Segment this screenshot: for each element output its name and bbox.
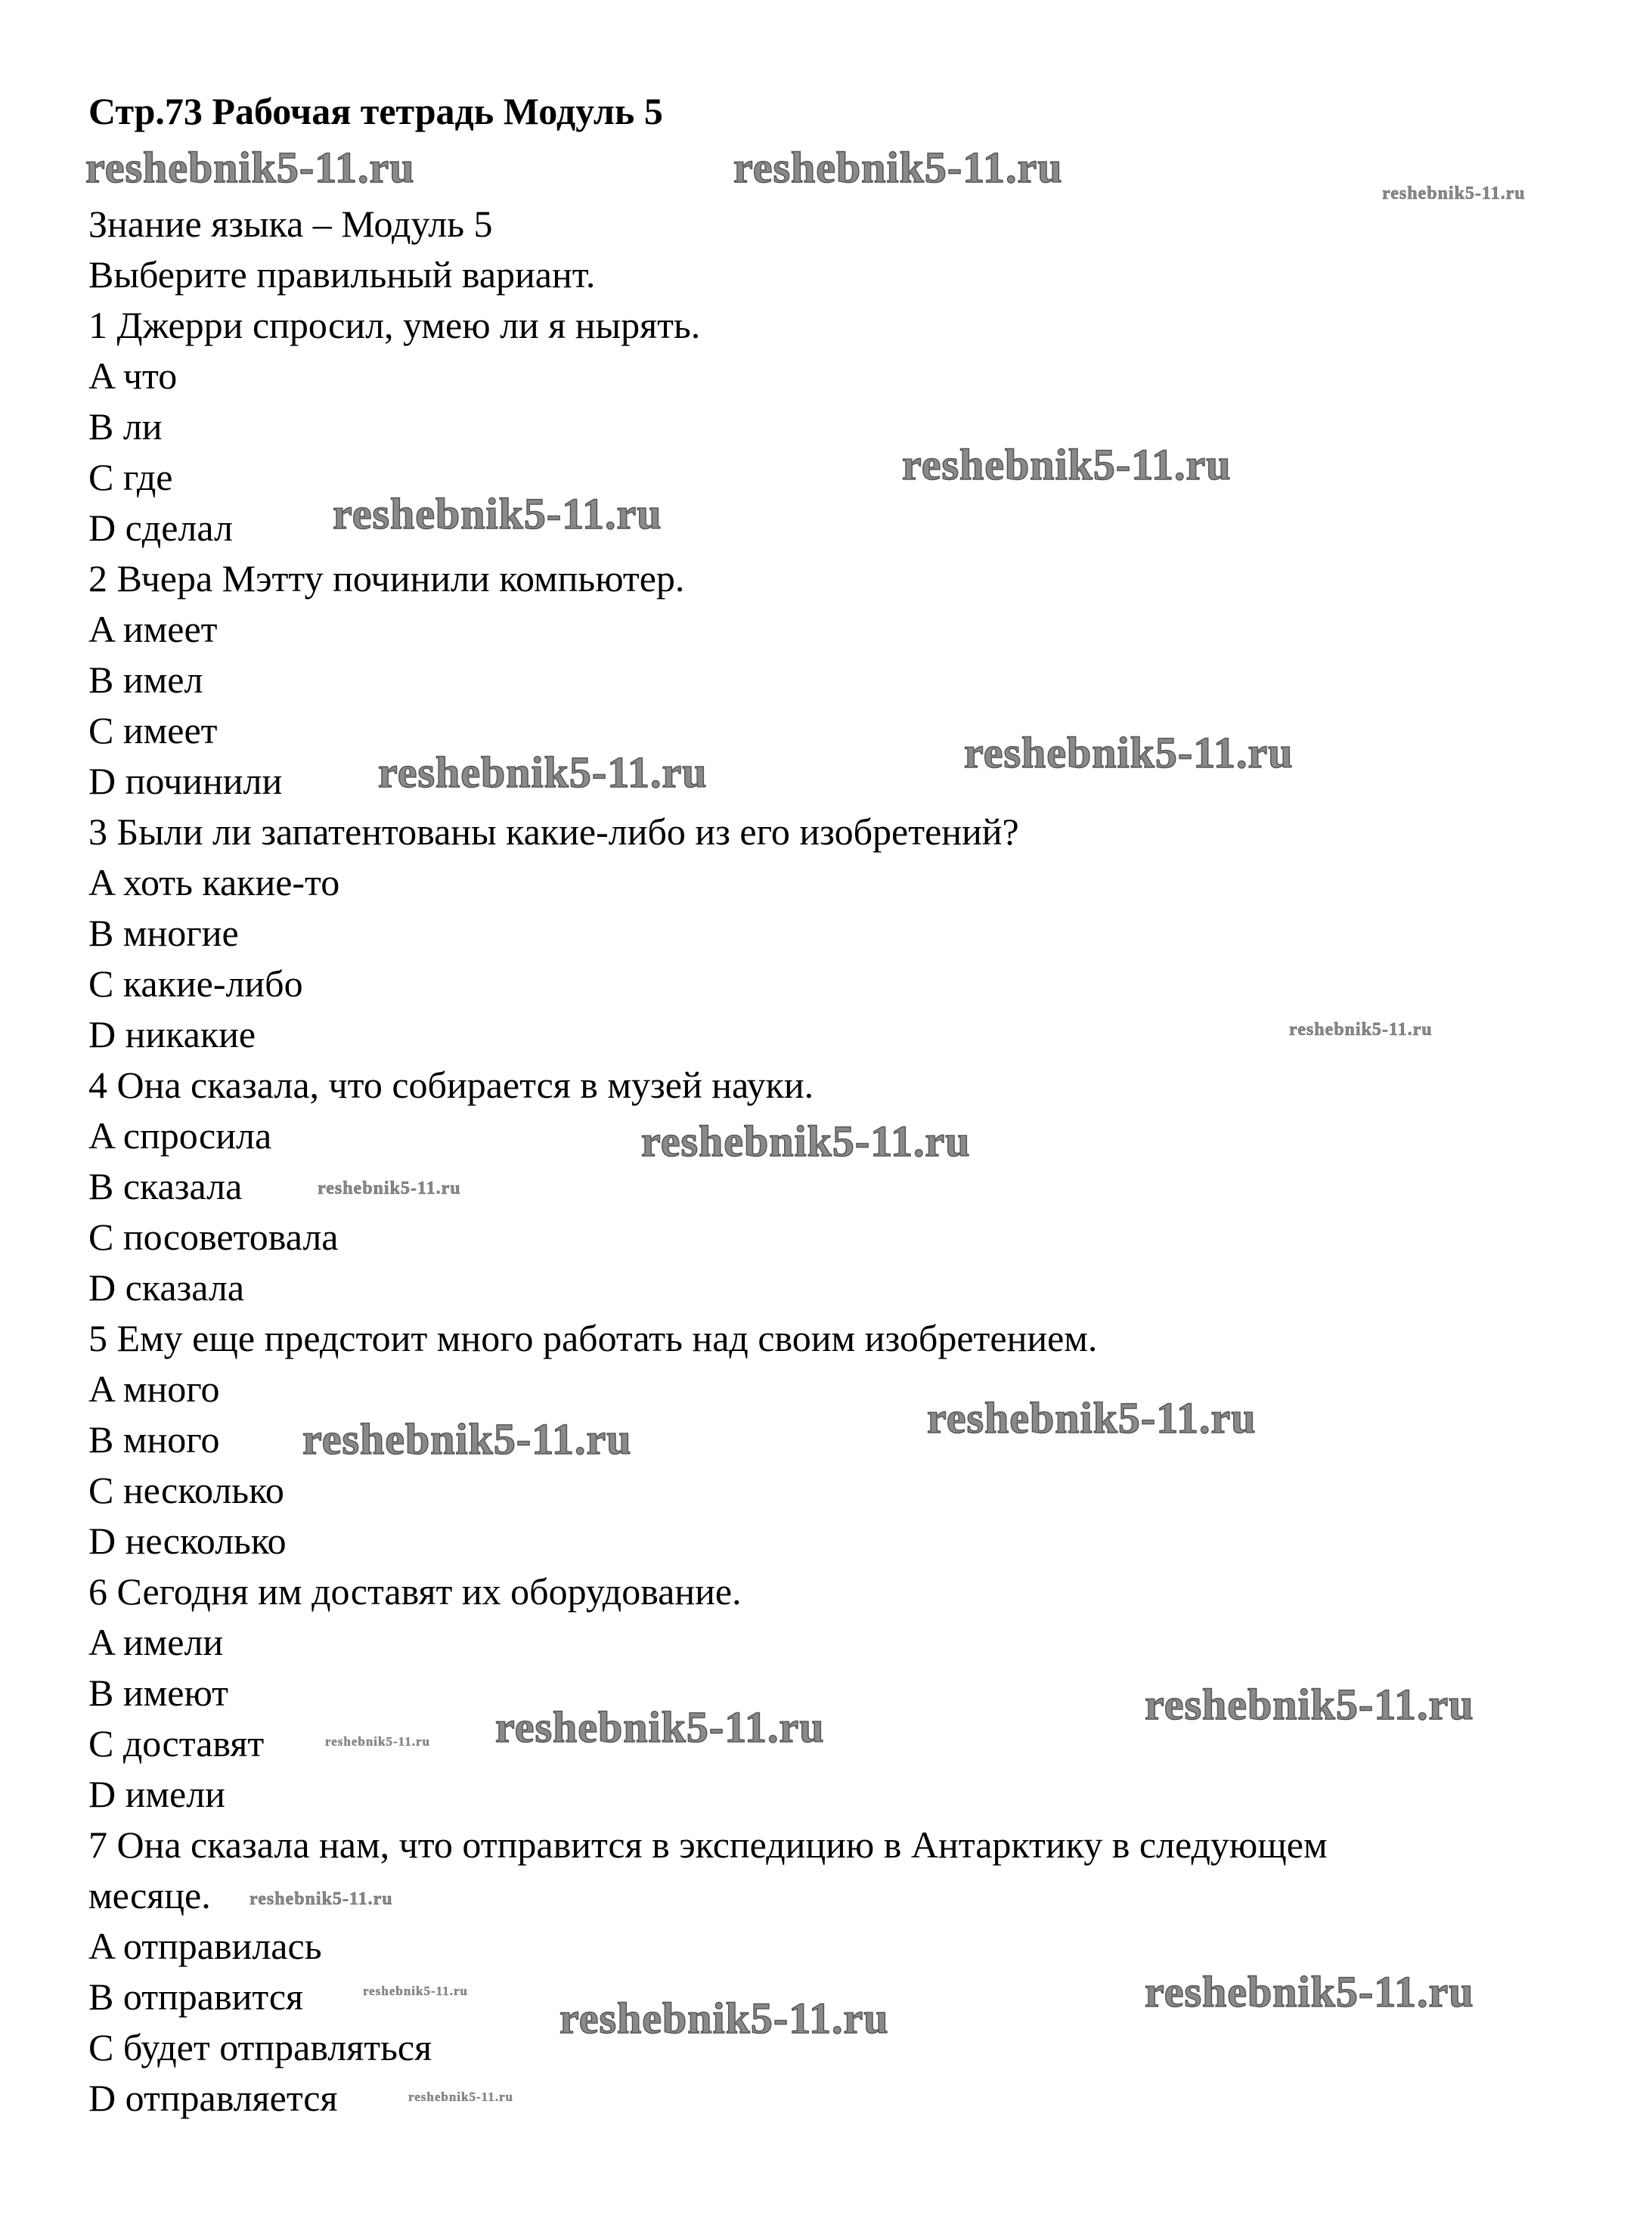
question-2: 2 Вчера Мэтту починили компьютер. [88, 557, 685, 600]
question-4: 4 Она сказала, что собирается в музей науки. [88, 1064, 814, 1106]
option: D несколько [88, 1520, 287, 1562]
watermark: reshebnik5-11.ru [1145, 1967, 1474, 2016]
option: A имеет [88, 608, 218, 650]
option: B отправится [88, 1975, 304, 2018]
option: A спросила [88, 1114, 272, 1157]
watermark: reshebnik5-11.ru [964, 728, 1294, 777]
question-1: 1 Джерри спросил, умею ли я нырять. [88, 304, 701, 346]
option: B имел [88, 658, 203, 701]
option: B сказала [88, 1165, 243, 1207]
question-3: 3 Были ли запатентованы какие-либо из его изобретений? [88, 810, 1019, 853]
instruction: Выберите правильный вариант. [88, 253, 596, 296]
option: C имеет [88, 709, 218, 751]
watermark: reshebnik5-11.ru [318, 1179, 461, 1198]
watermark: reshebnik5-11.ru [408, 2090, 513, 2104]
watermark: reshebnik5-11.ru [378, 748, 708, 797]
option: C какие-либо [88, 962, 303, 1005]
watermark: reshebnik5-11.ru [333, 489, 662, 538]
watermark: reshebnik5-11.ru [1289, 1020, 1433, 1040]
option: D сделал [88, 507, 233, 549]
option: B имеют [88, 1672, 228, 1714]
watermark: reshebnik5-11.ru [250, 1889, 393, 1909]
option: A что [88, 355, 178, 397]
watermark: reshebnik5-11.ru [325, 1734, 430, 1749]
watermark: reshebnik5-11.ru [1145, 1680, 1474, 1729]
option: C посоветовала [88, 1216, 339, 1258]
watermark: reshebnik5-11.ru [902, 440, 1232, 489]
option: B ли [88, 405, 163, 448]
option: D отправляется [88, 2077, 338, 2119]
option: A много [88, 1368, 220, 1410]
option: D починили [88, 760, 283, 802]
option: B многие [88, 912, 239, 954]
question-5: 5 Ему еще предстоит много работать над своим изобретением. [88, 1317, 1098, 1359]
option: D никакие [88, 1013, 256, 1055]
page-title: Стр.73 Рабочая тетрадь Модуль 5 [88, 90, 663, 132]
watermark: reshebnik5-11.ru [641, 1117, 971, 1166]
watermark: reshebnik5-11.ru [85, 143, 415, 192]
watermark: reshebnik5-11.ru [302, 1414, 632, 1464]
option: A хоть какие-то [88, 861, 340, 903]
option: C несколько [88, 1469, 284, 1511]
option: D имели [88, 1773, 225, 1815]
option: A отправилась [88, 1925, 322, 1967]
question-6: 6 Сегодня им доставят их оборудование. [88, 1570, 742, 1613]
option: A имели [88, 1621, 224, 1663]
watermark: reshebnik5-11.ru [495, 1703, 825, 1752]
watermark: reshebnik5-11.ru [559, 1994, 889, 2043]
watermark: reshebnik5-11.ru [1382, 184, 1526, 203]
section-heading: Знание языка – Модуль 5 [88, 203, 493, 245]
watermark: reshebnik5-11.ru [733, 143, 1063, 192]
question-7-continued: месяце. [88, 1874, 211, 1916]
option: D сказала [88, 1266, 245, 1309]
watermark: reshebnik5-11.ru [363, 1984, 468, 1998]
option: C будет отправляться [88, 2026, 432, 2068]
option: C доставят [88, 1722, 265, 1765]
question-7: 7 Она сказала нам, что отправится в экспедицию в Антарктику в следующем [88, 1823, 1328, 1866]
option: B много [88, 1418, 220, 1461]
option: C где [88, 456, 173, 498]
watermark: reshebnik5-11.ru [927, 1393, 1257, 1442]
